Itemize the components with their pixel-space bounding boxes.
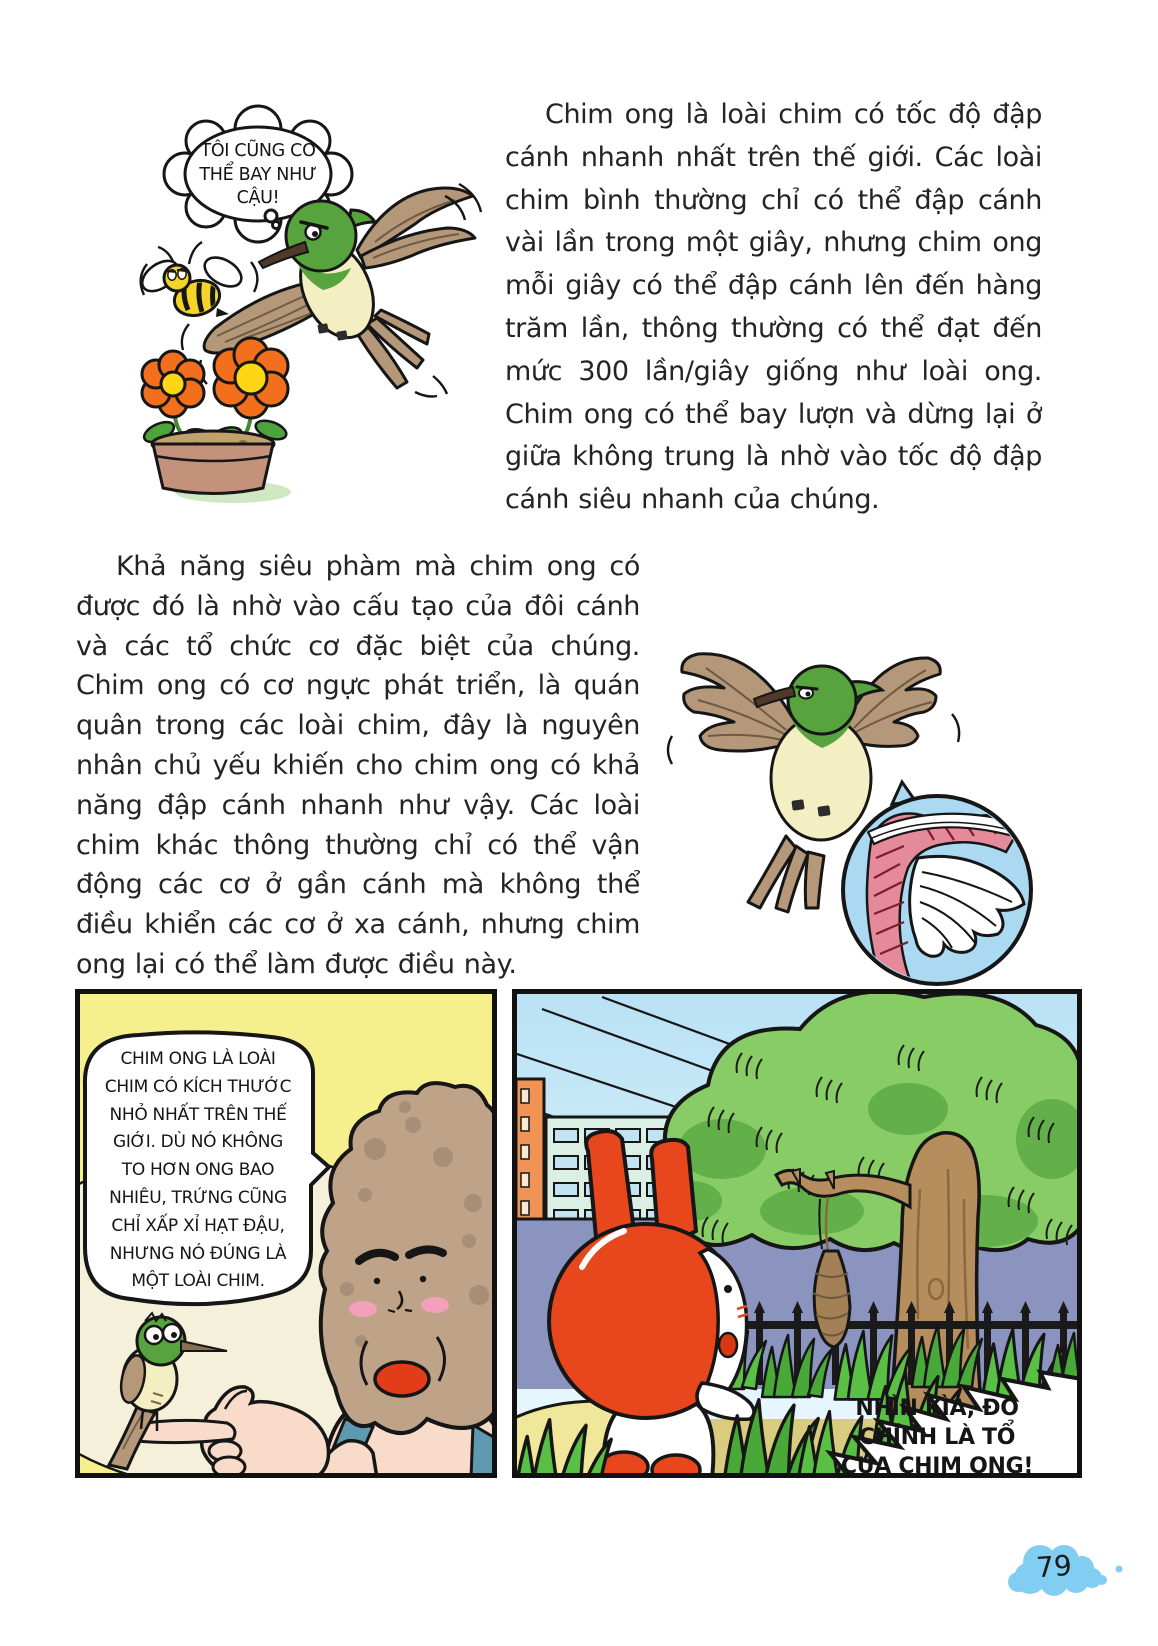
intro-illustration — [55, 92, 485, 507]
speech-bubble-text-left: CHIM ONG LÀ LOÀI CHIM CÓ KÍCH THƯỚC NHỎ NHẤT TRÊN THẾ GIỚI. DÙ NÓ KHÔNG TO HƠN ONG BAO NHIÊU, TRỨNG CŨNG CHỈ XẤP XỈ HẠT ĐẬU, NHƯNG NÓ ĐÚNG LÀ MỘT LOÀI CHIM. — [104, 1049, 292, 1292]
paragraph-1: Chim ong là loài chim có tốc độ đập cánh nhanh nhất trên thế giới. Các loài chim bình thường chỉ có thể đập cánh vài lần trong một giây, nhưng chim ong mỗi giây có thể đập cánh lên đến hàng trăm lần, thông thường có thể đạt đến mức 300 lần/giây giống như loài ong. Chim ong có thể bay lượn và dừng lại ở giữa không trung là nhờ vào tốc độ đập cánh siêu nhanh của chúng. — [505, 99, 1042, 516]
comic-panel-right — [512, 989, 1082, 1478]
page-number-cloud — [1002, 1538, 1152, 1613]
flower — [142, 351, 204, 417]
speech-bubble-text-right: NHÌN KÌA, ĐÓ CHÍNH LÀ TỔ CỦA CHIM ONG! — [840, 1396, 1034, 1479]
wing-anatomy-illustration — [636, 596, 1091, 988]
flower — [214, 338, 288, 418]
comic-panel-left — [75, 989, 497, 1478]
thought-trail-dot — [273, 222, 280, 229]
bee-icon — [137, 242, 258, 321]
paragraph-2: Khả năng siêu phàm mà chim ong có được đó là nhờ vào cấu tạo của đôi cánh và các tổ chức cơ đặc biệt của chúng. Chim ong có cơ ngực phát triển, là quán quân trong các loài chim, đây là nguyên nhân chủ yếu khiến cho chim ong có khả năng đập cánh nhanh như vậy. Các loài chim khác thông thường chỉ có thể vận động các cơ ở gần cánh mà không thể điều khiển các cơ ở xa cánh, nhưng chim ong lại có thể làm được điều này. — [76, 551, 640, 980]
flower-pot — [141, 338, 291, 503]
page-number: 79 — [1035, 1548, 1073, 1585]
muscle-inset-circle — [843, 782, 1031, 984]
thought-bubble-text: TÔI CŨNG CÓ THỂ BAY NHƯ CẬU! — [199, 141, 317, 208]
anatomy-drawing — [636, 596, 1091, 988]
